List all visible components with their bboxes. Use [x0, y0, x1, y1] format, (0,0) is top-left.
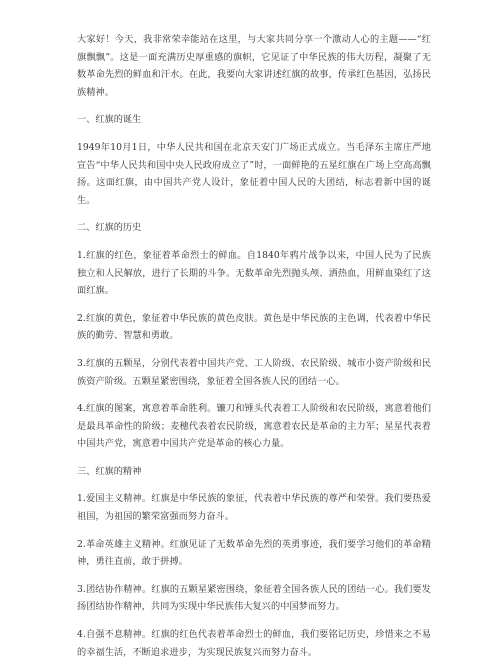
section-heading-history: 二、红旗的历史 — [77, 222, 142, 234]
paragraph-spirit-1: 1.爱国主义精神。红旗是中华民族的象征，代表着中华民族的尊严和荣誉。我们要热爱祖国，为祖国的繁荣富强而努力奋斗。 — [77, 493, 431, 523]
paragraph-history-4: 4.红旗的图案，寓意着革命胜利。镰刀和锤头代表着工人阶级和农民阶级，寓意着他们是最具革命性的阶级；麦穗代表着农民阶级，寓意着农民是革命的主力军；星星代表着中国共产党，寓意着中国共产党是革命的核心力量。 — [77, 403, 431, 450]
paragraph-spirit-2: 2.革命英雄主义精神。红旗见证了无数革命先烈的英勇事迹，我们要学习他们的革命精神，勇往直前，敢于拼搏。 — [77, 538, 431, 568]
intro-paragraph: 大家好！今天，我非常荣幸能站在这里，与大家共同分享一个激动人心的主题——“红旗飘飘”。这是一面充满历史厚重感的旗帜，它见证了中华民族的伟大历程，凝聚了无数革命先烈的鲜血和汗水。在此，我要向大家讲述红旗的故事，传承红色基因，弘扬民族精神。 — [77, 34, 431, 98]
section-heading-birth: 一、红旗的诞生 — [77, 114, 142, 126]
section-heading-spirit: 三、红旗的精神 — [77, 465, 142, 477]
paragraph-history-2: 2.红旗的黄色，象征着中华民族的黄色皮肤。黄色是中华民族的主色调，代表着中华民族的勤劳、智慧和勇敢。 — [77, 312, 431, 342]
paragraph-birth: 1949年10月1日，中华人民共和国在北京天安门广场正式成立。当毛泽东主席庄严地宣告“中华人民共和国中央人民政府成立了”时，一面鲜艳的五星红旗在广场上空高高飘扬。这面红旗，由中国共产党人设计，象征着中国人民的大团结，标志着新中国的诞生。 — [77, 141, 431, 206]
paragraph-spirit-3: 3.团结协作精神。红旗的五颗星紧密围绕，象征着全国各族人民的团结一心。我们要发扬团结协作精神，共同为实现中华民族伟大复兴的中国梦而努力。 — [77, 583, 431, 613]
paragraph-spirit-4: 4.自强不息精神。红旗的红色代表着革命烈士的鲜血，我们要铭记历史，珍惜来之不易的幸福生活，不断追求进步，为实现民族复兴而努力奋斗。 — [77, 629, 431, 658]
paragraph-history-1: 1.红旗的红色，象征着革命烈士的鲜血。自1840年鸦片战争以来，中国人民为了民族独立和人民解放，进行了长期的斗争。无数革命先烈抛头颅、洒热血，用鲜血染红了这面红旗。 — [77, 249, 431, 297]
paragraph-history-3: 3.红旗的五颗星，分别代表着中国共产党、工人阶级、农民阶级、城市小资产阶级和民族资产阶级。五颗星紧密围绕，象征着全国各族人民的团结一心。 — [77, 357, 431, 387]
document-page — [77, 31, 431, 671]
